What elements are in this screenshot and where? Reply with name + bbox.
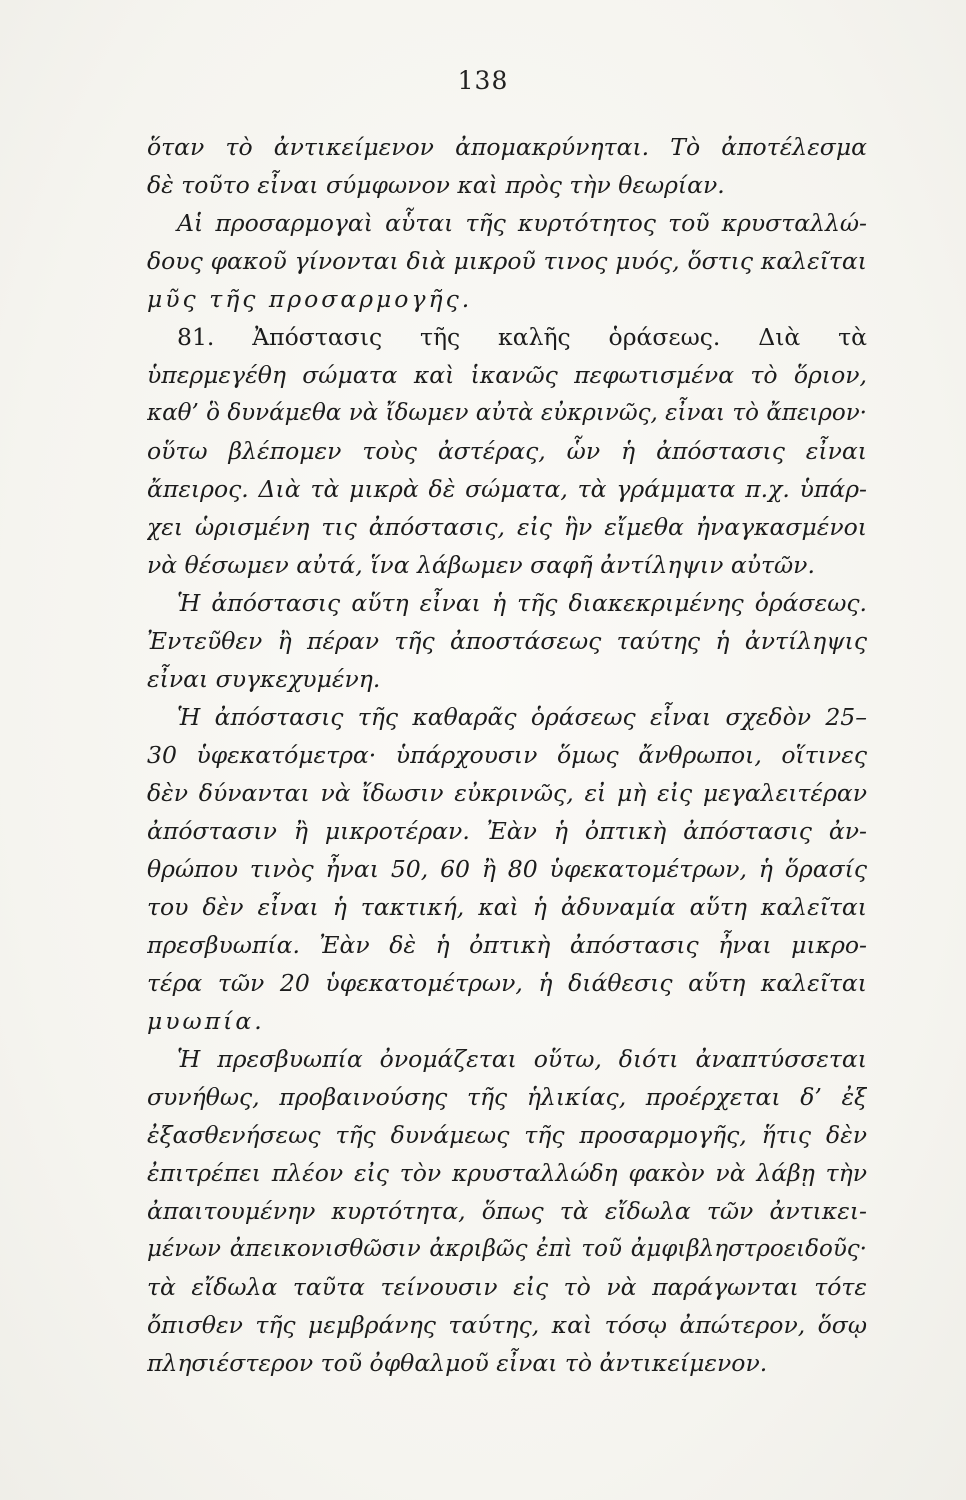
text-line: τέρα τῶν 20 ὑφεκατομέτρων, ἡ διάθεσις αὕτη καλεῖται bbox=[147, 969, 867, 997]
text-line: νὰ θέσωμεν αὐτά, ἵνα λάβωμεν σαφῆ ἀντίληψιν αὐτῶν. bbox=[147, 551, 815, 579]
page-number: 138 bbox=[457, 66, 509, 95]
text-line: πρεσβυωπία. Ἐὰν δὲ ἡ ὀπτικὴ ἀπόστασις ἦναι μικρο- bbox=[147, 931, 867, 959]
text-line: ὄπισθεν τῆς μεμβράνης ταύτης, καὶ τόσῳ ἀπώτερον, ὅσῳ bbox=[147, 1311, 867, 1339]
text-line: ὑπερμεγέθη σώματα καὶ ἱκανῶς πεφωτισμένα τὸ ὅριον, bbox=[147, 361, 867, 389]
text-line: ἐπιτρέπει πλέον εἰς τὸν κρυσταλλώδη φακὸν νὰ λάβῃ τὴν bbox=[147, 1159, 867, 1187]
text-line: ἀπόστασιν ἢ μικροτέραν. Ἐὰν ἡ ὀπτικὴ ἀπόστασις ἀν- bbox=[147, 817, 867, 845]
text-line: πλησιέστερον τοῦ ὀφθαλμοῦ εἶναι τὸ ἀντικείμενον. bbox=[147, 1349, 768, 1377]
text-line: μυωπία. bbox=[147, 1007, 265, 1035]
text-line: τὰ εἴδωλα ταῦτα τείνουσιν εἰς τὸ νὰ παράγωνται τότε bbox=[147, 1273, 867, 1301]
text-line: δους φακοῦ γίνονται διὰ μικροῦ τινος μυός, ὅστις καλεῖται bbox=[147, 247, 867, 275]
text-line: μένων ἀπεικονισθῶσιν ἀκριβῶς ἐπὶ τοῦ ἀμφιβληστροειδοῦς· bbox=[147, 1236, 867, 1262]
text-line: μῦς τῆς προσαρμογῆς. bbox=[147, 285, 473, 313]
section-heading-line: 81. Ἀπόστασις τῆς καλῆς ὁράσεως. Διὰ τὰ bbox=[177, 323, 867, 351]
body-text bbox=[147, 128, 867, 1382]
text-line: ὅταν τὸ ἀντικείμενον ἀπομακρύνηται. Τὸ ἀποτέλεσμα bbox=[147, 133, 867, 161]
text-line: συνήθως, προβαινούσης τῆς ἡλικίας, προέρχεται δ’ ἐξ bbox=[147, 1083, 867, 1111]
text-line: 30 ὑφεκατόμετρα· ὑπάρχουσιν ὅμως ἄνθρωποι, οἵτινες bbox=[147, 741, 867, 769]
text-line: του δὲν εἶναι ἡ τακτική, καὶ ἡ ἀδυναμία αὕτη καλεῖται bbox=[147, 893, 867, 921]
text-line: Ἡ ἀπόστασις αὕτη εἶναι ἡ τῆς διακεκριμένης ὁράσεως. bbox=[177, 589, 867, 617]
text-line: εἶναι συγκεχυμένη. bbox=[147, 665, 381, 693]
text-line: οὕτω βλέπομεν τοὺς ἀστέρας, ὧν ἡ ἀπόστασις εἶναι bbox=[147, 437, 867, 465]
text-line: Ἡ ἀπόστασις τῆς καθαρᾶς ὁράσεως εἶναι σχεδὸν 25– bbox=[177, 703, 867, 731]
text-line: δὲν δύνανται νὰ ἴδωσιν εὐκρινῶς, εἰ μὴ εἰς μεγαλειτέραν bbox=[147, 779, 867, 807]
text-line: Ἐντεῦθεν ἢ πέραν τῆς ἀποστάσεως ταύτης ἡ ἀντίληψις bbox=[147, 627, 867, 655]
text-line: θρώπου τινὸς ἦναι 50, 60 ἢ 80 ὑφεκατομέτρων, ἡ ὅρασίς bbox=[147, 855, 867, 883]
text-line: Αἱ προσαρμογαὶ αὗται τῆς κυρτότητος τοῦ κρυσταλλώ- bbox=[177, 209, 867, 237]
text-line: ἐξασθενήσεως τῆς δυνάμεως τῆς προσαρμογῆς, ἥτις δὲν bbox=[147, 1121, 867, 1149]
text-line: ἄπειρος. Διὰ τὰ μικρὰ δὲ σώματα, τὰ γράμματα π.χ. ὑπάρ- bbox=[147, 475, 867, 503]
text-line: χει ὡρισμένη τις ἀπόστασις, εἰς ἣν εἴμεθα ἠναγκασμένοι bbox=[147, 513, 867, 541]
text-line: καθ’ ὃ δυνάμεθα νὰ ἴδωμεν αὐτὰ εὐκρινῶς, εἶναι τὸ ἄπειρον· bbox=[147, 400, 867, 426]
text-line: δὲ τοῦτο εἶναι σύμφωνον καὶ πρὸς τὴν θεωρίαν. bbox=[147, 171, 725, 199]
text-line: Ἡ πρεσβυωπία ὀνομάζεται οὕτω, διότι ἀναπτύσσεται bbox=[177, 1045, 867, 1073]
text-line: ἀπαιτουμένην κυρτότητα, ὅπως τὰ εἴδωλα τῶν ἀντικει- bbox=[147, 1197, 867, 1225]
